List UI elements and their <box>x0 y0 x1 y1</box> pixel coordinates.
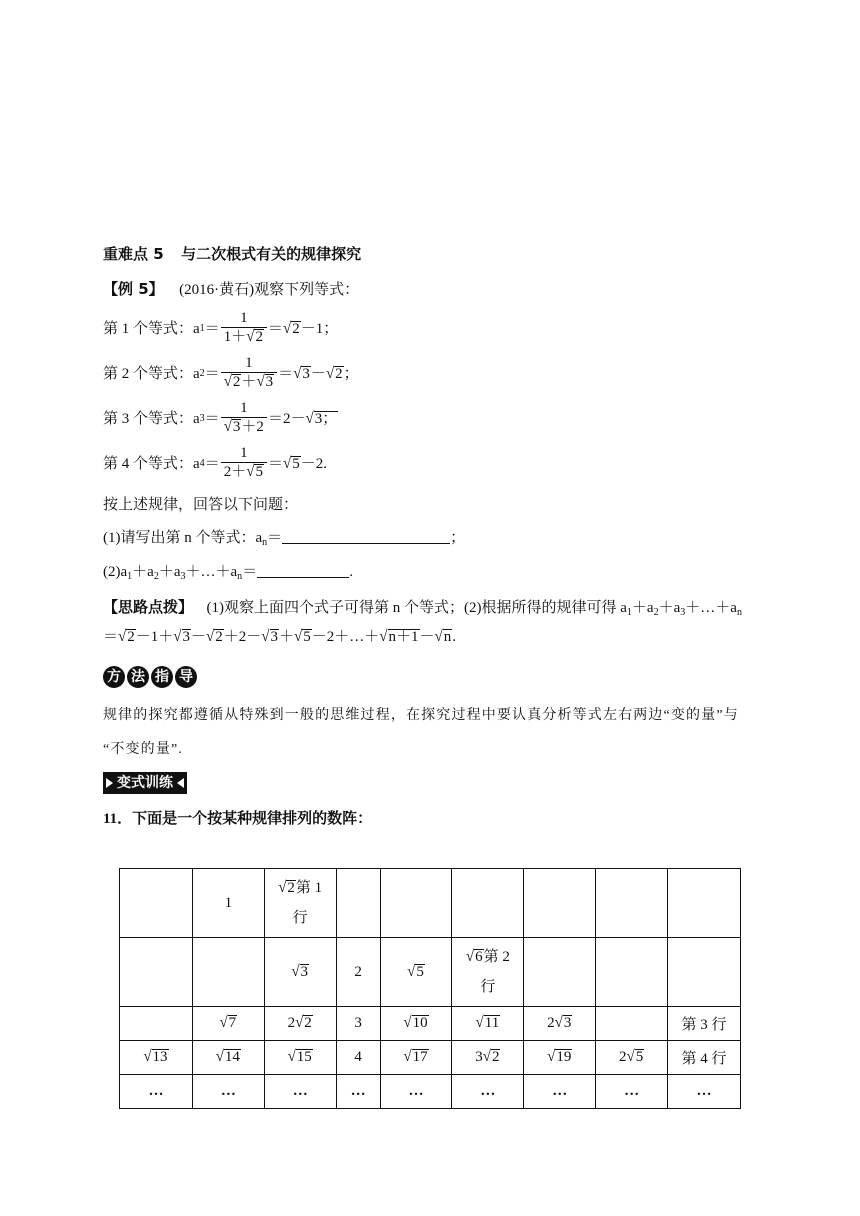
table-row <box>120 1075 741 1109</box>
problem-statement: 11．下面是一个按某种规律排列的数阵： <box>103 811 373 827</box>
problem-text <box>103 810 372 828</box>
table-cell <box>380 869 452 938</box>
ellipsis: … <box>480 1083 496 1099</box>
ellipsis: … <box>624 1083 640 1099</box>
rhs-part: ＝2－ <box>267 410 306 427</box>
hint-part: ＝ <box>103 629 119 645</box>
hint-part: ＋a <box>631 600 654 616</box>
cell-value: 第 1 <box>295 880 323 896</box>
fraction: $\frac{1}{1+√2}$ <box>221 310 267 347</box>
ellipsis: … <box>552 1083 568 1099</box>
radicand: 19 <box>556 1049 572 1065</box>
cell-value: 2 <box>287 1015 296 1031</box>
table-cell <box>668 1041 741 1075</box>
table-cell <box>120 869 193 938</box>
table-row <box>120 1041 741 1075</box>
practice-bar <box>103 772 187 794</box>
equation-4: 第 4 个等式：a 4 ＝ $\frac{1}{2+√5}$ ＝ √5 －2. <box>103 445 327 481</box>
table-row <box>120 1007 741 1041</box>
q2-part: ＋…＋a <box>185 564 238 580</box>
ellipsis: … <box>220 1083 236 1099</box>
method-badge: 方 <box>103 666 125 688</box>
table-cell: √11 <box>452 1007 524 1041</box>
ellipsis: … <box>292 1083 308 1099</box>
q1-sub: n <box>262 537 268 548</box>
hint-part: ＋a <box>658 600 681 616</box>
q2-part: (2)a <box>103 564 128 580</box>
table-cell <box>524 869 596 938</box>
radicand: 3 <box>302 365 310 382</box>
equation-1: 第 1 个等式：a 1 ＝ $\frac{1}{1+√2}$ ＝ √2 －1； <box>103 310 339 346</box>
heading-title: 与二次根式有关的规律探究 <box>181 245 362 263</box>
table-cell: √13 <box>120 1041 193 1075</box>
radicand: 7 <box>228 1015 237 1031</box>
table-cell <box>668 938 741 1007</box>
table-cell <box>336 1007 380 1041</box>
cell-value: 3 <box>354 1015 362 1031</box>
hint-line-1 <box>103 598 742 617</box>
table-row <box>120 938 741 1007</box>
table-cell <box>452 869 524 938</box>
radicand: 14 <box>224 1049 240 1065</box>
equation-prefix: 第 3 个等式：a <box>103 410 200 427</box>
table-cell: √15 <box>264 1041 336 1075</box>
q1-end: ； <box>450 530 466 546</box>
radicand: 3 <box>265 374 274 390</box>
table-cell <box>336 1041 380 1075</box>
radicand: 2 <box>215 629 223 645</box>
hint-part: － <box>419 629 435 645</box>
radicand: 3 <box>300 963 309 980</box>
radicand: 15 <box>296 1049 312 1065</box>
radicand: 3； <box>314 410 338 427</box>
number-array-table <box>119 868 741 1109</box>
table-cell: √2第 1 行 <box>264 869 336 938</box>
radicand: 3 <box>270 629 278 645</box>
cell-value: 2 <box>618 1049 627 1065</box>
table-cell: √6第 2 行 <box>452 938 524 1007</box>
table-cell: 2√2 <box>264 1007 336 1041</box>
table-cell <box>336 1075 380 1109</box>
radicand: 5 <box>255 464 263 480</box>
cell-value: 1 <box>224 894 233 911</box>
fraction: $\frac{1}{√2+√3}$ <box>221 355 277 392</box>
q2-sub: n <box>237 571 243 582</box>
equation-prefix: 第 4 个等式：a <box>103 455 200 472</box>
radicand: 5 <box>416 963 424 980</box>
table-cell: 2√5 <box>596 1041 668 1075</box>
radicand: 2 <box>304 1015 312 1031</box>
hint-part: － <box>191 629 207 645</box>
section-heading <box>103 245 361 264</box>
table-cell <box>524 1075 596 1109</box>
q2-part: ＝ <box>242 564 258 580</box>
q2-sub: 2 <box>153 571 159 582</box>
radicand: 3 <box>563 1015 572 1031</box>
table-cell <box>524 938 596 1007</box>
radicand: 5 <box>303 629 311 645</box>
practice-label: 变式训练 <box>117 775 173 791</box>
example-tag: 【例 5】 <box>103 280 164 298</box>
table-row <box>120 869 741 938</box>
q2-part: ＋a <box>158 564 181 580</box>
table-cell: √17 <box>380 1041 452 1075</box>
radicand: 3 <box>232 419 241 435</box>
method-text-2: “不变的量”. <box>103 742 183 757</box>
hint-text: (1)观察上面四个式子可得第 n 个等式；(2)根据所得的规律可得 a <box>206 600 627 616</box>
table-cell: √19 <box>524 1041 596 1075</box>
example-line <box>103 280 359 299</box>
radicand: 2 <box>287 880 295 896</box>
ellipsis: … <box>696 1083 712 1099</box>
hint-part: －2＋…＋ <box>311 629 380 645</box>
question-1 <box>103 529 465 547</box>
den-part: ＋2 <box>241 419 264 435</box>
method-badge: 法 <box>127 666 149 688</box>
table-cell: √3 <box>264 938 336 1007</box>
table-cell <box>120 938 193 1007</box>
method-badge: 导 <box>175 666 197 688</box>
table-cell <box>192 938 264 1007</box>
triangle-right-icon <box>106 778 113 788</box>
hint-tag: 【思路点拨】 <box>103 598 194 616</box>
radicand: 2 <box>127 629 135 645</box>
q2-part: ＋a <box>132 564 154 580</box>
hint-sub: n <box>736 607 742 618</box>
example-source: (2016·黄石)观察下列等式： <box>179 282 360 298</box>
table-cell <box>596 938 668 1007</box>
table-cell: √5 <box>380 938 452 1007</box>
table-cell <box>264 1075 336 1109</box>
table-cell <box>380 1075 452 1109</box>
hint-part: ＋ <box>279 629 295 645</box>
radicand: 17 <box>412 1049 428 1065</box>
radicand: 2 <box>255 329 263 345</box>
equation-prefix: 第 2 个等式：a <box>103 365 200 382</box>
table-cell <box>668 1075 741 1109</box>
radicand: n＋1 <box>388 629 419 645</box>
radicand: 13 <box>152 1049 168 1065</box>
triangle-left-icon <box>177 778 184 788</box>
table-cell <box>452 1075 524 1109</box>
cell-value: 第 2 <box>483 949 510 965</box>
equation-2: 第 2 个等式：a 2 ＝ $\frac{1}{√2+√3}$ ＝ √3 － √2 ； <box>103 355 359 391</box>
table-cell <box>192 869 264 938</box>
cell-value: 第 3 行 <box>681 1017 727 1033</box>
radicand: 10 <box>412 1015 428 1031</box>
hint-sub: 2 <box>653 607 659 618</box>
table-cell <box>596 1075 668 1109</box>
cell-value: 行 <box>292 910 308 926</box>
table-cell <box>192 1075 264 1109</box>
table-cell <box>668 869 741 938</box>
q2-sub: 1 <box>127 571 133 582</box>
radicand: 2 <box>232 374 241 390</box>
radicand: 3 <box>182 629 190 645</box>
table-cell <box>120 1075 193 1109</box>
method-text-1: 规律的探究都遵循从特殊到一般的思维过程，在探究过程中要认真分析等式左右两边“变的量”与 <box>103 708 739 723</box>
table-cell <box>336 938 380 1007</box>
q2-end: . <box>349 564 353 580</box>
table-cell: √10 <box>380 1007 452 1041</box>
hint-part: . <box>452 629 457 645</box>
table-cell <box>668 1007 741 1041</box>
den-part: 1＋ <box>223 329 247 345</box>
table-cell <box>336 869 380 938</box>
radicand: 6 <box>475 949 483 965</box>
hint-sub: 3 <box>680 607 686 618</box>
ellipsis: … <box>148 1083 164 1099</box>
table-cell: 2√3 <box>524 1007 596 1041</box>
cell-value: 行 <box>480 979 496 995</box>
answer-blank-1[interactable] <box>282 529 450 544</box>
ellipsis: … <box>408 1083 424 1099</box>
answer-blank-2[interactable] <box>257 563 349 578</box>
cell-value: 第 4 行 <box>681 1051 727 1067</box>
hint-part: －1＋ <box>135 629 174 645</box>
cell-value: 2 <box>547 1015 555 1031</box>
fraction: $\frac{1}{√3+2}$ <box>221 400 267 437</box>
radicand: 5 <box>635 1049 644 1065</box>
cell-value: 3 <box>475 1049 483 1065</box>
hint-part: ＋…＋a <box>685 600 737 616</box>
table-cell: √7 <box>192 1007 264 1041</box>
hint-part: ＋2－ <box>223 629 262 645</box>
radicand: 5 <box>292 455 300 472</box>
question-2 <box>103 563 353 581</box>
method-badges <box>103 666 199 688</box>
fraction: $\frac{1}{2+√5}$ <box>221 445 267 482</box>
cell-value: 2 <box>354 963 362 980</box>
rhs-part: －2. <box>300 455 327 472</box>
q1-eq: ＝ <box>267 530 283 546</box>
table-cell <box>596 869 668 938</box>
heading-label: 重难点 5 <box>103 245 164 263</box>
prompt-text: 按上述规律，回答以下问题： <box>103 497 299 513</box>
hint-sub: 1 <box>626 607 632 618</box>
radicand: 11 <box>484 1015 500 1031</box>
table-cell: 3√2 <box>452 1041 524 1075</box>
radicand: 2 <box>491 1049 500 1065</box>
den-part: 2＋ <box>223 464 247 480</box>
q2-sub: 3 <box>180 571 186 582</box>
q1-text: (1)请写出第 n 个等式：a <box>103 530 263 546</box>
equation-prefix: 第 1 个等式：a <box>103 320 200 337</box>
equation-3: 第 3 个等式：a 3 ＝ $\frac{1}{√3+2}$ ＝2－ √3； <box>103 400 338 436</box>
hint-line-2: ＝√2－1＋√3－√2＋2－√3＋√5－2＋…＋√n＋1－√n. <box>103 628 457 646</box>
table-cell <box>596 1007 668 1041</box>
table-cell <box>120 1007 193 1041</box>
table-cell: √14 <box>192 1041 264 1075</box>
method-badge: 指 <box>151 666 173 688</box>
radicand: n <box>443 629 452 645</box>
ellipsis: … <box>350 1083 366 1099</box>
cell-value: 4 <box>354 1049 362 1065</box>
